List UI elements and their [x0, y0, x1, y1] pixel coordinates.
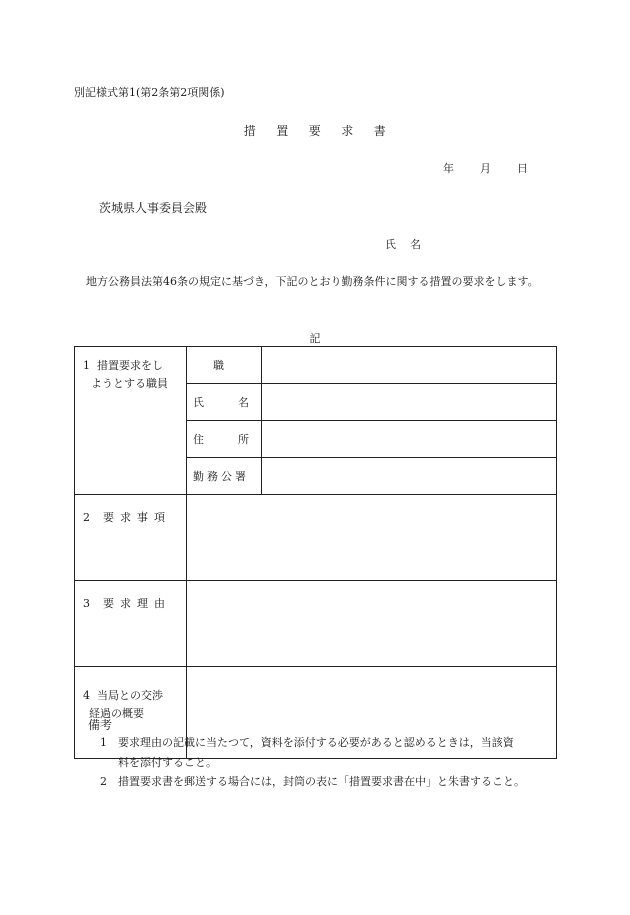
sub-label-shimei: 氏 名	[187, 384, 262, 421]
row1-label-line1: 措置要求をし	[97, 359, 163, 372]
addressee: 茨城県人事委員会殿	[99, 201, 208, 215]
row1-num: 1	[83, 359, 90, 372]
row1-label-cell	[75, 347, 187, 495]
row2-label-cell: 2 要 求 事 項	[75, 495, 187, 581]
shimei-field[interactable]	[262, 384, 557, 421]
shoku-field[interactable]	[262, 347, 557, 384]
sub-label-kinmu: 勤務公署	[187, 458, 262, 495]
note-2: 2 措置要求書を郵送する場合には，封筒の表に「措置要求書在中」と朱書すること。	[100, 775, 525, 788]
name-label-a: 氏	[385, 238, 396, 251]
request-items-field[interactable]	[187, 495, 557, 581]
request-reason-field[interactable]	[187, 581, 557, 667]
ki-heading: 記	[309, 332, 321, 345]
row1-label-line2: ようとする職員	[91, 377, 168, 390]
row4-label-cell: 4 当局との交渉 経過の概要	[75, 667, 187, 759]
row3-label-cell: 3 要 求 理 由	[75, 581, 187, 667]
notes-title: 備考	[88, 718, 113, 732]
note-1: 1 要求理由の記載に当たつて，資料を添付する必要があると認めるときは，当該資 料を添付すること。	[100, 736, 514, 769]
jusho-field[interactable]	[262, 421, 557, 458]
kinmu-field[interactable]	[262, 458, 557, 495]
title-char: 措	[243, 124, 257, 138]
name-label	[385, 236, 421, 252]
sub-label-shoku: 職	[187, 347, 262, 384]
date-month: 月	[480, 162, 491, 175]
date-day: 日	[517, 162, 528, 175]
request-table	[74, 346, 557, 759]
date-line	[443, 160, 528, 176]
document-title	[0, 122, 630, 139]
intro-text: 地方公務員法第46条の規定に基づき，下記のとおり勤務条件に関する措置の要求をします。	[86, 275, 539, 288]
title-char: 要	[308, 124, 322, 138]
title-char: 置	[276, 124, 289, 138]
title-char: 求	[341, 124, 354, 138]
title-char: 書	[373, 124, 387, 138]
date-year: 年	[443, 162, 454, 175]
name-label-b: 名	[410, 238, 421, 251]
sub-label-jusho: 住 所	[187, 421, 262, 458]
form-reference: 別記様式第1(第2条第2項関係)	[74, 86, 225, 99]
